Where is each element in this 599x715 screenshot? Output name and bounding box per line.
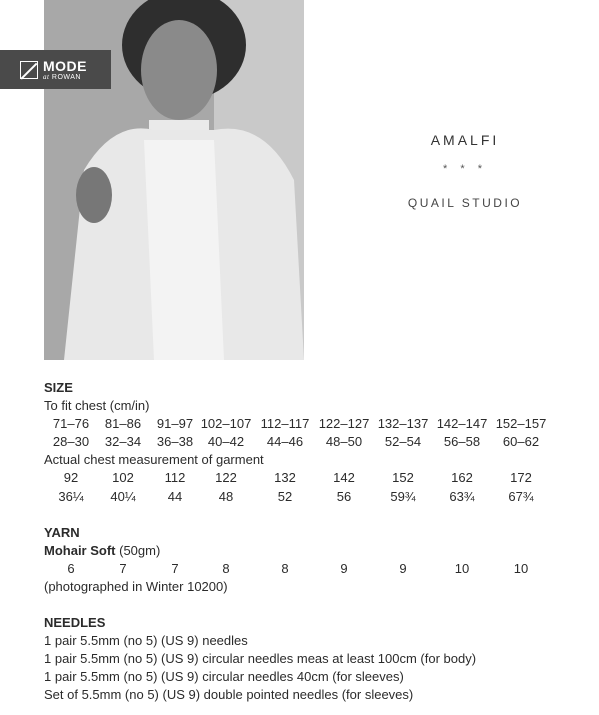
logo-mark-icon — [20, 61, 38, 79]
actual-in-row — [44, 488, 564, 506]
yarn-quantity: 10 — [454, 561, 470, 576]
yarn-weight: (50gm) — [115, 543, 161, 558]
yarn-quantity: 8 — [222, 561, 230, 576]
yarn-heading: YARN — [44, 525, 80, 540]
size-value: 162 — [451, 470, 473, 485]
size-value: 142 — [333, 470, 355, 485]
needle-item: Set of 5.5mm (no 5) (US 9) double pointed needles (for sleeves) — [44, 687, 414, 702]
logo-sub-name: ROWAN — [51, 73, 81, 81]
needles-heading: NEEDLES — [44, 615, 106, 630]
needle-item: 1 pair 5.5mm (no 5) (US 9) circular needles meas at least 100cm (for body) — [44, 651, 477, 666]
size-value: 122–127 — [318, 416, 370, 431]
size-value: 132 — [274, 470, 296, 485]
yarn-name-line — [44, 542, 160, 560]
yarn-quantity: 8 — [281, 561, 289, 576]
yarn-quantity: 6 — [67, 561, 75, 576]
size-value: 36–38 — [156, 434, 194, 449]
size-value: 40–42 — [207, 434, 245, 449]
size-value: 48–50 — [325, 434, 363, 449]
size-value: 44–46 — [266, 434, 304, 449]
size-value: 112 — [164, 470, 186, 485]
actual-chest-label: Actual chest measurement of garment — [44, 452, 264, 467]
fit-in-row — [44, 433, 564, 451]
size-value: 152–157 — [495, 416, 547, 431]
mode-at-rowan-logo — [0, 50, 111, 89]
yarn-quantity: 7 — [119, 561, 127, 576]
size-value: 132–137 — [377, 416, 429, 431]
logo-subtitle — [43, 74, 87, 81]
size-value: 71–76 — [52, 416, 90, 431]
size-value: 28–30 — [52, 434, 90, 449]
logo-sub-at: at — [43, 72, 50, 81]
size-value: 44 — [167, 489, 183, 504]
yarn-quantity: 9 — [340, 561, 348, 576]
size-value: 36¼ — [58, 489, 84, 504]
size-value: 67¾ — [508, 489, 534, 504]
size-value: 56–58 — [443, 434, 481, 449]
fit-chest-label: To fit chest (cm/in) — [44, 398, 150, 413]
yarn-quantity: 7 — [171, 561, 179, 576]
size-value: 52 — [277, 489, 293, 504]
designer-name: QUAIL STUDIO — [407, 196, 523, 210]
fit-cm-row — [44, 415, 564, 433]
size-value: 32–34 — [104, 434, 142, 449]
yarn-quantity: 9 — [399, 561, 407, 576]
yarn-photographed-note: (photographed in Winter 10200) — [44, 579, 228, 594]
size-value: 112–117 — [260, 416, 310, 431]
yarn-quantities-row — [44, 560, 564, 578]
logo-brand: MODE — [43, 57, 87, 74]
size-value: 81–86 — [104, 416, 142, 431]
size-value: 60–62 — [502, 434, 540, 449]
pattern-name: AMALFI — [430, 132, 500, 148]
yarn-name: Mohair Soft — [44, 543, 116, 558]
size-value: 102 — [112, 470, 134, 485]
size-heading: SIZE — [44, 380, 73, 395]
size-value: 102–107 — [200, 416, 252, 431]
size-value: 63¾ — [449, 489, 475, 504]
size-value: 172 — [510, 470, 532, 485]
size-value: 152 — [392, 470, 414, 485]
size-value: 91–97 — [156, 416, 194, 431]
yarn-quantity: 10 — [513, 561, 529, 576]
needle-item: 1 pair 5.5mm (no 5) (US 9) circular needles 40cm (for sleeves) — [44, 669, 404, 684]
needle-item: 1 pair 5.5mm (no 5) (US 9) needles — [44, 633, 248, 648]
size-value: 122 — [215, 470, 237, 485]
size-value: 92 — [63, 470, 79, 485]
size-value: 142–147 — [436, 416, 488, 431]
size-value: 48 — [218, 489, 234, 504]
size-value: 59¾ — [390, 489, 416, 504]
actual-cm-row — [44, 469, 564, 487]
divider-stars: * * * — [443, 163, 487, 175]
size-value: 40¼ — [110, 489, 136, 504]
size-value: 52–54 — [384, 434, 422, 449]
size-value: 56 — [336, 489, 352, 504]
